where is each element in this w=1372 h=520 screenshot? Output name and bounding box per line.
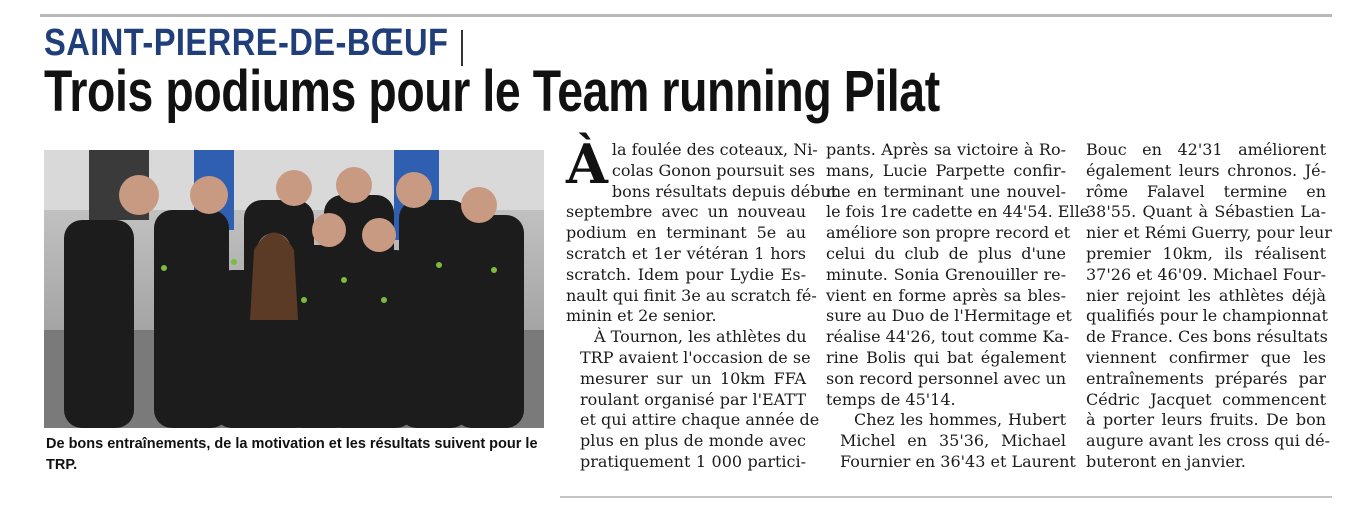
- text-line: nault qui finit 3e au scratch fé-: [566, 285, 817, 305]
- text-line: sure au Duo de l'Hermitage et: [826, 306, 1072, 326]
- text-line: nier et Rémi Guerry, pour leur: [1086, 223, 1332, 243]
- text-line: la foulée des coteaux, Ni-: [611, 140, 818, 159]
- text-line: minin et 2e senior.: [566, 306, 717, 326]
- text-line: Cédric Jacquet commencent: [1086, 389, 1326, 409]
- text-line: rôme Falavel termine en: [1086, 181, 1326, 201]
- text-line: à porter leurs fruits. De bon: [1086, 410, 1326, 430]
- text-line: me en terminant une nouvel-: [826, 181, 1066, 201]
- text-line: buteront en janvier.: [1086, 451, 1246, 471]
- text-line: qualifiés pour le championnat: [1086, 306, 1328, 326]
- text-line: pratiquement 1 000 partici-: [580, 451, 806, 471]
- text-line: également leurs chronos. Jé-: [1086, 160, 1326, 180]
- team-photo: [44, 150, 544, 428]
- text-line: premier 10km, ils réalisent: [1086, 243, 1326, 263]
- article-kicker: SAINT-PIERRE-DE-BŒUF: [44, 22, 449, 64]
- text-line: roulant organisé par l'EATT: [580, 389, 806, 409]
- text-line: Bouc en 42'31 améliorent: [1086, 140, 1326, 159]
- text-line: temps de 45'14.: [826, 389, 956, 409]
- text-line: vient en forme après sa bles-: [826, 285, 1066, 305]
- text-line: nier rejoint les athlètes déjà: [1086, 285, 1326, 305]
- text-line: colas Gonon poursuit ses: [611, 160, 816, 180]
- text-line: entraînements préparés par: [1086, 368, 1326, 388]
- text-line: bons résultats depuis début: [611, 181, 838, 201]
- text-line: podium en terminant 5e au: [566, 223, 806, 243]
- text-line: et qui attire chaque année de: [580, 410, 820, 430]
- photo-caption: De bons entraînements, de la motivation et les résultats suivent pour le TRP.: [46, 436, 538, 473]
- text-line: Chez les hommes, Hubert: [854, 410, 1066, 430]
- text-line: mesurer sur un 10km FFA: [580, 368, 806, 388]
- text-line: Michel en 35'36, Michael: [840, 431, 1066, 451]
- dropcap: À: [566, 132, 608, 196]
- text-line: son record personnel avec un: [826, 368, 1067, 388]
- text-line: Fournier en 36'43 et Laurent: [840, 451, 1076, 471]
- text-line: mans, Lucie Parpette confir-: [826, 160, 1066, 180]
- text-line: scratch et 1er vétéran 1 hors: [566, 243, 806, 263]
- text-line: rine Bolis qui bat également: [826, 347, 1066, 367]
- article-column-2: [826, 140, 1090, 473]
- text-line: améliore son propre record et: [826, 223, 1071, 243]
- text-line: augure avant les cross qui dé-: [1086, 431, 1331, 451]
- text-line: À Tournon, les athlètes du: [594, 327, 807, 347]
- text-line: 37'26 et 46'09. Michael Four-: [1086, 264, 1326, 284]
- text-line: viennent confirmer que les: [1086, 347, 1326, 367]
- text-line: scratch. Idem pour Lydie Es-: [566, 264, 806, 284]
- text-line: minute. Sonia Grenouiller re-: [826, 264, 1066, 284]
- text-line: celui du club de plus d'une: [826, 243, 1066, 263]
- text-line: réalise 44'26, tout comme Ka-: [826, 327, 1070, 347]
- text-line: 38'55. Quant à Sébastien La-: [1086, 202, 1326, 222]
- text-line: pants. Après sa victoire à Ro-: [826, 140, 1066, 159]
- article-headline: Trois podiums pour le Team running Pilat: [44, 59, 940, 124]
- article-column-1: [566, 132, 838, 473]
- text-line: le fois 1re cadette en 44'54. Elle: [826, 202, 1090, 222]
- top-rule: [40, 14, 1332, 17]
- text-line: de France. Ces bons résultats: [1086, 327, 1328, 347]
- text-line: TRP avaient l'occasion de se: [580, 347, 811, 367]
- text-line: septembre avec un nouveau: [566, 202, 806, 222]
- article-column-3: [1086, 140, 1332, 473]
- bottom-rule: [560, 496, 1332, 498]
- text-line: plus en plus de monde avec: [580, 431, 806, 451]
